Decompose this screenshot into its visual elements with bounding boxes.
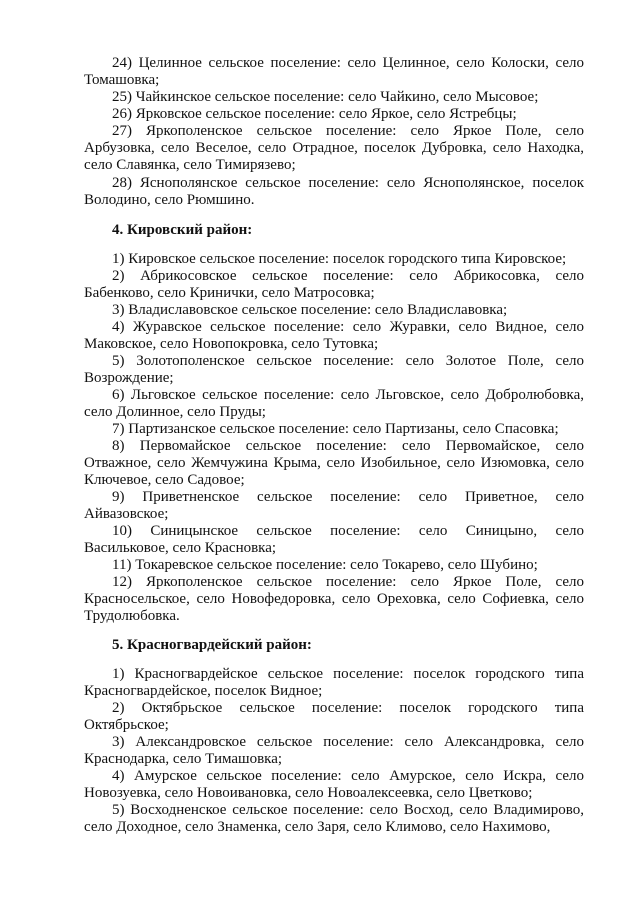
- list-item: 26) Ярковское сельское поселение: село Яркое, село Ястребцы;: [112, 106, 517, 122]
- list-item: 11) Токаревское сельское поселение: село Токарево, село Шубино;: [112, 557, 538, 573]
- list-item: 27) Яркополенское сельское поселение: село Яркое Поле, село Арбузовка, село Веселое, село Отрадное, поселок Дубровка, село Находка, село Славянка, село Тимирязево;: [84, 123, 584, 174]
- list-item: 10) Синицынское сельское поселение: село Синицыно, село Васильковое, село Красновка;: [84, 523, 584, 557]
- list-item: 3) Владиславовское сельское поселение: село Владиславовка;: [112, 302, 508, 318]
- list-item: 9) Приветненское сельское поселение: село Приветное, село Айвазовское;: [84, 489, 584, 523]
- list-item: 28) Яснополянское сельское поселение: село Яснополянское, поселок Володино, село Рюмшино.: [84, 175, 584, 209]
- section-heading: 5. Красногвардейский район:: [112, 637, 312, 653]
- list-item: 6) Льговское сельское поселение: село Льговское, село Добролюбовка, село Долинное, село Пруды;: [84, 387, 584, 421]
- list-item: 25) Чайкинское сельское поселение: село Чайкино, село Мысовое;: [112, 89, 539, 105]
- list-item: 12) Яркополенское сельское поселение: село Яркое Поле, село Красносельское, село Новофедоровка, село Ореховка, село Софиевка, село Трудолюбовка.: [84, 574, 584, 625]
- list-item: 24) Целинное сельское поселение: село Целинное, село Колоски, село Томашовка;: [84, 55, 584, 89]
- list-item: 2) Абрикосовское сельское поселение: село Абрикосовка, село Бабенково, село Кринички, село Матросовка;: [84, 268, 584, 302]
- list-item: 5) Восходненское сельское поселение: село Восход, село Владимирово, село Доходное, село Знаменка, село Заря, село Климово, село Нахимово,: [84, 802, 584, 836]
- list-item: 8) Первомайское сельское поселение: село Первомайское, село Отважное, село Жемчужина Крыма, село Изобильное, село Изюмовка, село Ключевое, село Садовое;: [84, 438, 584, 489]
- list-item: 4) Журавское сельское поселение: село Журавки, село Видное, село Маковское, село Новопокровка, село Тутовка;: [84, 319, 584, 353]
- list-item: 3) Александровское сельское поселение: село Александровка, село Краснодарка, село Тимашовка;: [84, 734, 584, 768]
- list-item: 1) Красногвардейское сельское поселение: поселок городского типа Красногвардейское, поселок Видное;: [84, 666, 584, 700]
- list-item: 4) Амурское сельское поселение: село Амурское, село Искра, село Новозуевка, село Новоивановка, село Новоалексеевка, село Цветково;: [84, 768, 584, 802]
- list-item: 5) Золотополенское сельское поселение: село Золотое Поле, село Возрождение;: [84, 353, 584, 387]
- list-item: 2) Октябрьское сельское поселение: поселок городского типа Октябрьское;: [84, 700, 584, 734]
- list-item: 7) Партизанское сельское поселение: село Партизаны, село Спасовка;: [112, 421, 559, 437]
- section-heading: 4. Кировский район:: [112, 222, 253, 238]
- list-item: 1) Кировское сельское поселение: поселок городского типа Кировское;: [112, 251, 567, 267]
